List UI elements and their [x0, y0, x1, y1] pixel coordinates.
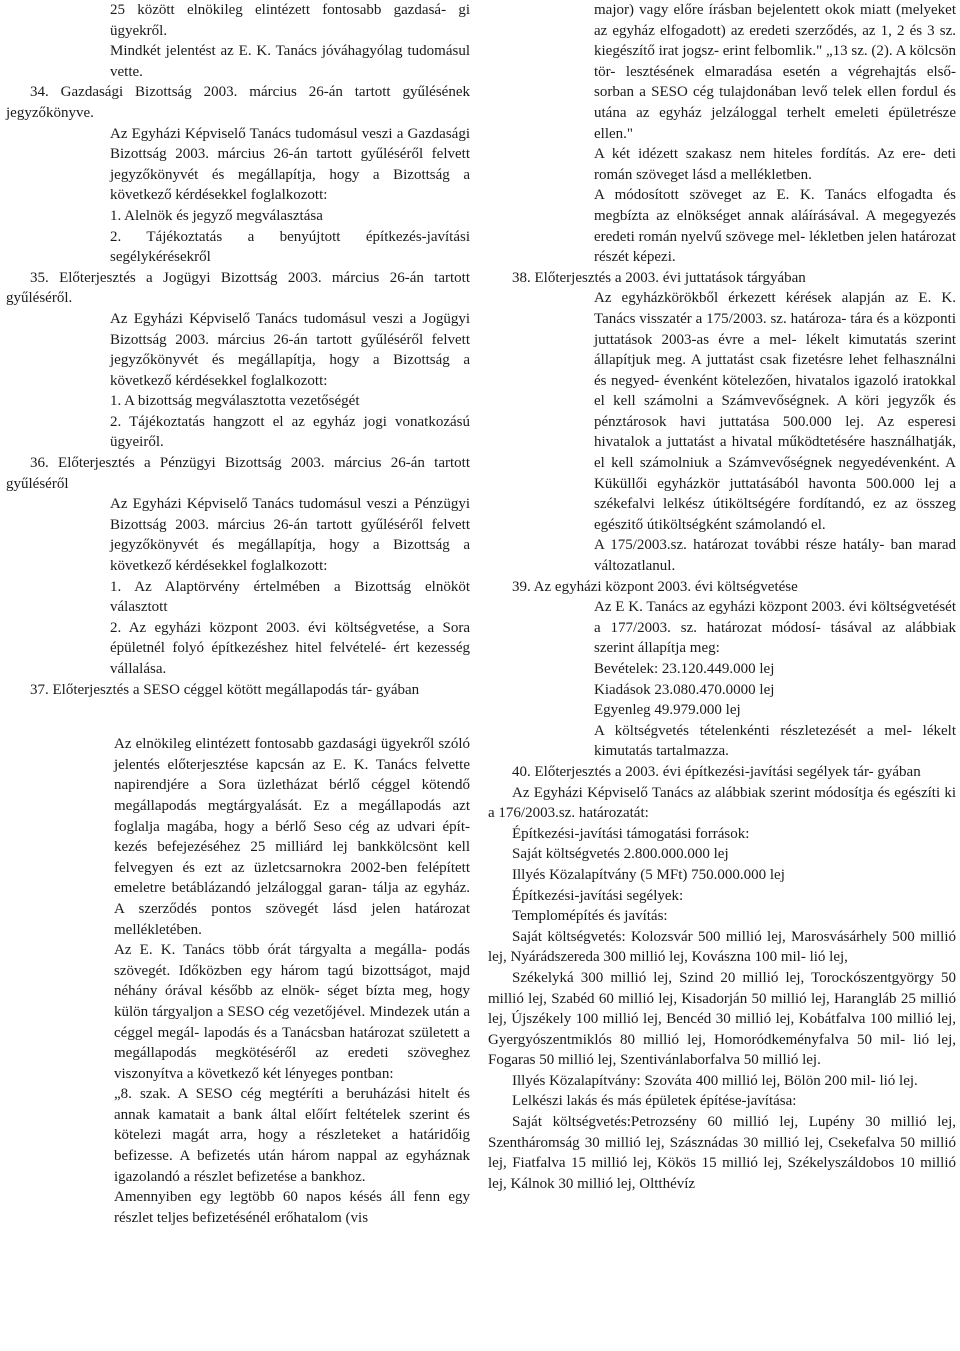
left-paragraph: 35. Előterjesztés a Jogügyi Bizottság 2003. március 26-án tartott gyűléséről.: [6, 269, 470, 307]
right-paragraph: 39. Az egyházi központ 2003. évi költségvetése: [512, 578, 798, 595]
right-column: [488, 0, 956, 1194]
left-paragraph: Az Egyházi Képviselő Tanács tudomásul veszi a Gazdasági Bizottság 2003. március 26-án tartott gyűléséről felvett jegyzőkönyvét és megállapítja, hogy a Bizottság a következő kérdésekkel foglalkozott:: [110, 125, 470, 204]
right-paragraph: 40. Előterjesztés a 2003. évi építkezési-javítási segélyek tár- gyában: [512, 763, 921, 780]
left-paragraph: 2. Tájékoztatás a benyújtott építkezés-javítási segélykérésekről: [110, 228, 470, 266]
right-paragraph: Kiadások 23.080.470.0000 lej: [594, 681, 775, 698]
left-paragraph: Az elnökileg elintézett fontosabb gazdasági ügyekről szóló jelentés előterjesztése kapcsán az E. K. Tanács felvette napirendjére a Sora üzletházat bérlő céggel kötendő megállapodás megtárgyalását. Ez a megállapodás azt foglalja magába, hogy a bérlő Seso cég az udvari épít- kezés befejezéséhez 25 milliárd lej bankkölcsönt kell felvegyen és ezt az üzletcsarnokra 2002-ben felépített emeletre betáblázandó jelzáloggal garan- tálja az egyház. A szerződés pontos szövegét lásd jelen határozat mellékletében.: [114, 736, 470, 938]
left-column: [6, 0, 470, 1228]
right-paragraph: Illyés Közalapítvány: Szováta 400 millió lej, Bölön 200 mil- lió lej.: [512, 1072, 918, 1089]
left-paragraph: 34. Gazdasági Bizottság 2003. március 26-án tartott gyűlésének jegyzőkönyve.: [6, 84, 470, 121]
left-paragraph: 25 között elnökileg elintézett fontosabb gazdasá- gi ügyekről.: [110, 2, 470, 39]
right-paragraph: Egyenleg 49.979.000 lej: [594, 702, 741, 719]
left-paragraph: Mindkét jelentést az E. K. Tanács jóváhagyólag tudomásul vette.: [110, 43, 470, 80]
right-paragraph: A módosított szöveget az E. K. Tanács elfogadta és megbízta az elnökséget annak aláírásával. A megegyezés eredeti román nyelvű szövege mel- lékletben jelen határozat részét képezi.: [594, 187, 956, 266]
left-paragraph: Az E. K. Tanács több órát tárgyalta a megálla- podás szövegét. Időközben egy három tagú bizottságot, majd néhány órával később az elnök- séget bízta meg, hogy külön tárgyaljon a SESO cég vezetőjével. Mindezek után a céggel megál- lapodás és a Tanácsban határozat született a megállapodás megkötéséről az eredeti szöveghez viszonyítva a következő két lényeges pontban:: [114, 942, 470, 1082]
left-paragraph: Az Egyházi Képviselő Tanács tudomásul veszi a Jogügyi Bizottság 2003. március 26-án tartott gyűléséről felvett jegyzőkönyvét és megállapítja, hogy a Bizottság a következő kérdésekkel foglalkozott:: [110, 310, 470, 389]
left-paragraph: Az Egyházi Képviselő Tanács tudomásul veszi a Pénzügyi Bizottság 2003. március 26-án tartott gyűléséről felvett jegyzőkönyvét és megállapítja, hogy a Bizottság a következő kérdésekkel foglalkozott:: [110, 496, 470, 575]
right-paragraph: Építkezési-javítási támogatási források:: [512, 825, 750, 842]
right-paragraph: A 175/2003.sz. határozat további része hatály- ban marad változatlanul.: [594, 537, 956, 575]
right-paragraph: A költségvetés tételenkénti részletezését a mel- lékelt kimutatás tartalmazza.: [594, 722, 956, 760]
right-paragraph: Az E K. Tanács az egyházi központ 2003. évi költségvetését a 177/2003. sz. határozat módosí- tásával az alábbiak szerint állapítja meg:: [594, 599, 956, 657]
right-paragraph: Saját költségvetés: Kolozsvár 500 millió lej, Marosvásárhely 500 millió lej, Nyárádszereda 300 millió lej, Kovászna 100 mil- lió lej,: [488, 928, 956, 966]
right-paragraph: A két idézett szakasz nem hiteles fordítás. Az ere- deti román szöveget lásd a mellékletben.: [594, 146, 956, 183]
right-paragraph: Az egyházkörökből érkezett kérések alapján az E. K. Tanács visszatér a 175/2003. sz. határoza- tára és a központi juttatások 2003-as évre a mel- lékelt kimutatás szerint állapítjuk meg. A juttatást csak fizetésre lehet felhasználni és negyed- évenként kötelezően, hivatalos igazoló iratokkal el kell számolni a Számvevőségnek. A köri jegyzők és pénztárosok havi juttatása 500.000 lej. Az esperesi hivatalok a juttatást a hivatal működtetésére használhatják, el kell számolniuk a Számvevőségnek negyedévenként. A Küküllői egyházkör juttatásából havonta 500.000 lej a székefalvi lelkész útiköltségére fordítandó, ez az összeg egészitő útiköltségként számolandó el.: [594, 290, 956, 533]
right-paragraph: Lelkészi lakás és más épületek építése-javítása:: [512, 1093, 797, 1110]
left-paragraph: 2. Az egyházi központ 2003. évi költségvetése, a Sora épületnél folyó építkezéshez hitel felvételé- ért kezesség vállalása.: [110, 619, 470, 677]
left-paragraph: 2. Tájékoztatás hangzott el az egyház jogi vonatkozású ügyeiről.: [110, 413, 470, 451]
right-paragraph: 38. Előterjesztés a 2003. évi juttatások tárgyában: [512, 269, 806, 286]
left-paragraph: Amennyiben egy legtöbb 60 napos késés áll fenn egy részlet teljes befizetésénél erőhatalom (vis: [114, 1189, 470, 1226]
right-paragraph: Építkezési-javítási segélyek:: [512, 887, 684, 904]
right-paragraph: Illyés Közalapítvány (5 MFt) 750.000.000 lej: [512, 866, 785, 883]
left-paragraph: [6, 715, 470, 719]
right-paragraph: Az Egyházi Képviselő Tanács az alábbiak szerint módosítja és egészíti ki a 176/2003.sz. határozatát:: [488, 784, 956, 822]
left-paragraph: 37. Előterjesztés a SESO céggel kötött megállapodás tár- gyában: [30, 681, 420, 698]
right-paragraph: Saját költségvetés 2.800.000.000 lej: [512, 846, 729, 863]
left-paragraph: 1. Az Alaptörvény értelmében a Bizottság elnököt választott: [110, 578, 470, 616]
right-paragraph: Székelyká 300 millió lej, Szind 20 millió lej, Torockószentgyörgy 50 millió lej, Szabéd 60 millió lej, Kisadorján 50 millió lej, Harangláb 25 millió lej, Újszékely 100 millió lej, Bencéd 30 millió lej, Kobátfalva 100 millió lej, Gyergyószentmiklós 80 millió lej, Homoródkeményfalva 50 mil- lió lej, Fogaras 50 millió lej, Szentivánlaborfalva 50 millió lej.: [488, 969, 956, 1069]
right-paragraph: Bevételek: 23.120.449.000 lej: [594, 661, 775, 677]
left-paragraph: 1. Alelnök és jegyző megválasztása: [110, 207, 323, 224]
left-paragraph: 1. A bizottság megválasztotta vezetőségét: [110, 393, 360, 410]
right-paragraph: major) vagy előre írásban bejelentett okok miatt (melyeket az egyház elfogadott) az eredeti szerződés, az 1, 2 és 3 sz. kiegészítő irat jogsz- erint felbomlik." „13 sz. (2). A kölcsön tör- lesztésének elmaradása esetén a végrehajtás első- sorban a SESO cég tulajdonában levő telek ellen fordul és utána az egyház jelzáloggal terhelt emeleti épületrésze ellen.": [594, 2, 956, 142]
left-paragraph: 36. Előterjesztés a Pénzügyi Bizottság 2003. március 26-án tartott gyűléséről: [6, 455, 470, 492]
right-paragraph: Saját költségvetés:Petrozsény 60 millió lej, Lupény 30 millió lej, Szentháromság 30 millió lej, Szásznádas 30 millió lej, Csekefalva 50 millió lej, Fiatfalva 15 millió lej, Kökös 15 millió lej, Székelyszáldobos 10 millió lej, Kálnok 30 millió lej, Oltthévíz: [488, 1114, 956, 1192]
right-paragraph: Templomépítés és javítás:: [512, 908, 668, 925]
left-paragraph: „8. szak. A SESO cég megtéríti a beruházási hitelt és annak kamatait a bank által előírt feltételek szerint és kötelezi magát arra, hogy a részleteket a határidőig befizesse. A befizetés után három nappal az egyháznak igazolandó a részlet befizetése a bankhoz.: [114, 1086, 470, 1185]
